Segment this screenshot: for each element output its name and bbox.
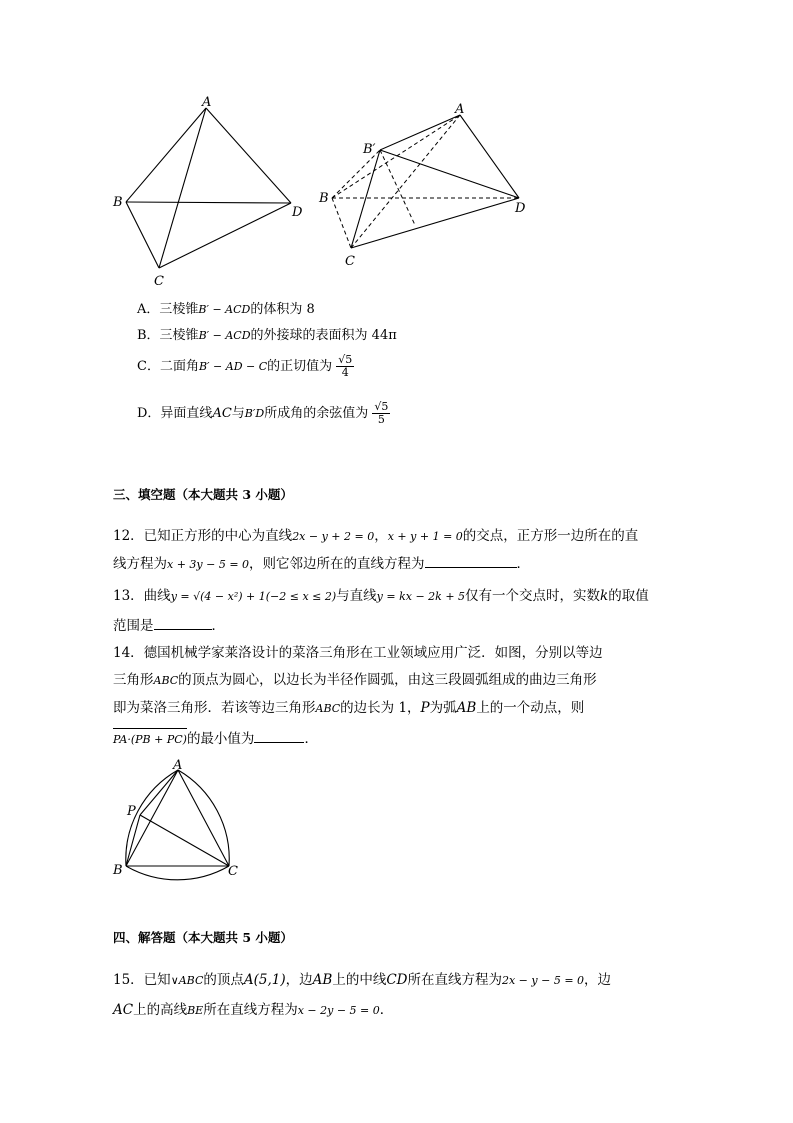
q14-line3: 即为菜洛三角形．若该等边三角形ABC的边长为 1，P为弧AB上的一个动点，则 <box>113 700 585 716</box>
option-a-suffix: 的体积为 8 <box>250 302 315 317</box>
q12-eq1: 2x − y + 2 = 0 <box>292 530 375 543</box>
label-c: C <box>228 864 238 879</box>
figure-reuleaux-triangle <box>110 758 250 883</box>
label-a: A <box>455 102 465 117</box>
edge-b1-mid-dashed <box>380 150 415 225</box>
label-p: P <box>127 804 136 819</box>
q14-line1: 14．德国机械学家莱洛设计的菜洛三角形在工业领域应用广泛．如图，分别以等边 <box>113 645 603 661</box>
label-a: A <box>202 95 212 110</box>
figure-quadrilateral-left <box>110 92 310 292</box>
option-c-prefix: C．二面角 <box>137 359 199 374</box>
edge-ac <box>159 108 206 268</box>
option-d-v1: AC <box>212 406 232 421</box>
edge-b1a <box>380 115 460 150</box>
edge-ad <box>206 108 291 203</box>
option-d-suffix: 所成角的余弦值为 <box>264 406 369 421</box>
option-a-expr: B′ − ACD <box>198 303 251 316</box>
edge-ba-dashed <box>332 115 460 198</box>
edge-bc <box>126 202 159 268</box>
option-b-suffix: 的外接球的表面积为 44π <box>250 328 397 343</box>
option-b <box>137 324 397 343</box>
option-b-prefix: B．三棱锥 <box>137 328 199 343</box>
option-c-expr: B′ − AD − C <box>198 360 268 373</box>
edge-ad <box>460 115 519 198</box>
option-a-prefix: A．三棱锥 <box>137 302 199 317</box>
q15-line2: AC上的高线BE所在直线方程为x − 2y − 5 = 0． <box>113 1002 394 1018</box>
q14-line4: PA·(PB + PC)的最小值为 ． <box>113 729 318 750</box>
section-3-title: 三、填空题（本大题共 3 小题） <box>113 487 293 502</box>
q12-line2: 线方程为x + 3y − 5 = 0，则它邻边所在的直线方程为 ． <box>113 556 531 572</box>
label-d: D <box>515 201 526 216</box>
q13-line1: 13．曲线y = √(4 − x²) + 1(−2 ≤ x ≤ 2)与直线y = kx − 2k + 5仅有一个交点时，实数k的取值 <box>113 588 649 604</box>
label-b: B <box>319 191 329 206</box>
segment-pa <box>140 770 178 815</box>
figure-tetrahedron-right <box>315 95 535 275</box>
q12-line1: 12．已知正方形的中心为直线2x − y + 2 = 0，x + y + 1 = 0的交点，正方形一边所在的直 <box>113 528 639 544</box>
edge-ac-dashed <box>351 115 460 248</box>
option-c-fraction: $\frac{√5}{4}$ <box>338 353 353 379</box>
option-a <box>137 298 315 317</box>
section-4-title: 四、解答题（本大题共 5 小题） <box>113 930 293 945</box>
q12-eq2: x + y + 1 = 0 <box>387 530 463 543</box>
q13-curve: y = √(4 − x²) + 1(−2 ≤ x ≤ 2) <box>170 590 337 603</box>
q14-answer-blank[interactable] <box>254 729 304 743</box>
edge-ab <box>126 108 206 202</box>
option-d-fraction: $\frac{√5}{5}$ <box>374 400 389 426</box>
q12-eq3: x + 3y − 5 = 0 <box>167 558 250 571</box>
q14-line2: 三角形ABC的顶点为圆心，以边长为半径作圆弧，由这三段圆弧组成的曲边三角形 <box>113 672 597 688</box>
edge-b1d <box>380 150 519 198</box>
arc-bc <box>126 866 229 880</box>
option-b-expr: B′ − ACD <box>198 329 251 342</box>
q15-line1: 15．已知∨ABC的顶点A(5,1)，边AB上的中线CD所在直线方程为2x − y − 5 = 0，边 <box>113 972 612 988</box>
q12-answer-blank[interactable] <box>425 554 517 568</box>
label-c: C <box>345 254 355 269</box>
edge-bd <box>126 202 291 203</box>
option-d-mid: 与 <box>231 406 245 421</box>
q13-answer-blank[interactable] <box>154 616 212 630</box>
q13-line2: 范围是 ． <box>113 618 225 634</box>
label-a: A <box>173 758 183 773</box>
label-d: D <box>292 205 303 220</box>
label-b: B <box>113 195 123 210</box>
q14-vector-expr: PA·(PB + PC) <box>113 730 187 750</box>
option-d-v2: B′D <box>244 407 265 420</box>
label-b-prime: B′ <box>363 142 376 157</box>
label-b: B <box>113 863 123 878</box>
option-d <box>137 401 390 426</box>
edge-b1c <box>351 150 380 248</box>
label-c: C <box>154 274 164 289</box>
option-c <box>137 354 354 379</box>
q13-line-eq: y = kx − 2k + 5 <box>376 590 466 603</box>
edge-cd <box>351 198 519 248</box>
edge-bc-dashed <box>332 198 351 248</box>
option-c-mid: 的正切值为 <box>267 359 333 374</box>
option-d-prefix: D．异面直线 <box>137 406 213 421</box>
edge-cd <box>159 203 291 268</box>
